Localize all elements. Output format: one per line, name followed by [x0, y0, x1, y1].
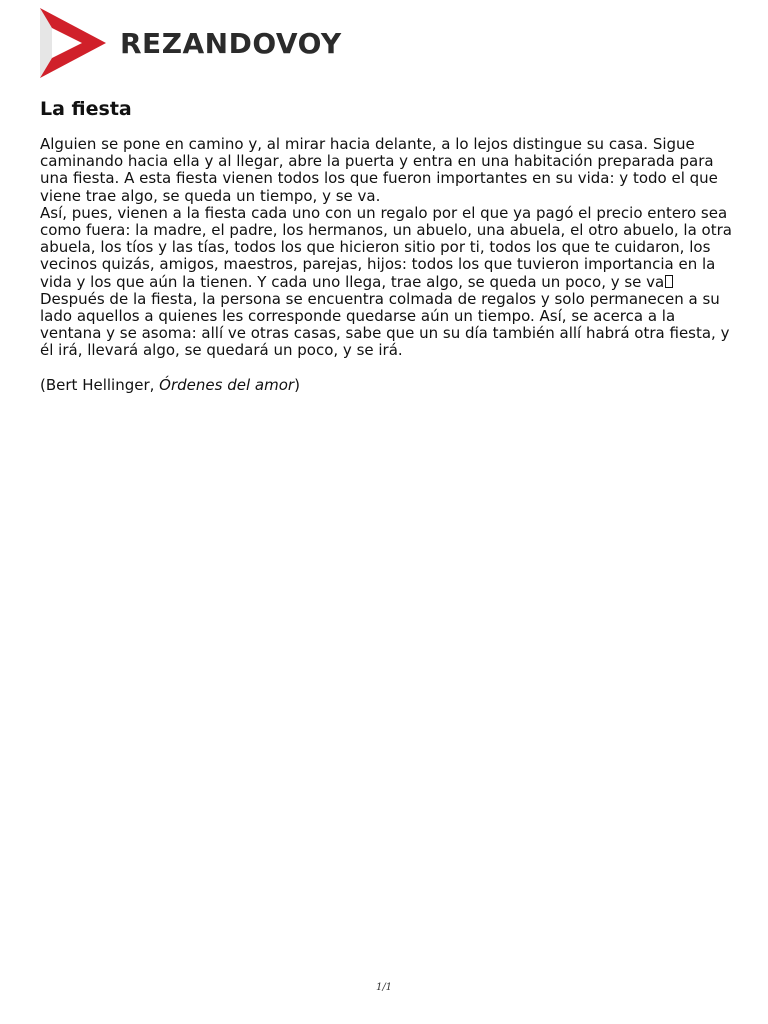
citation-prefix: (Bert Hellinger, [40, 375, 160, 394]
page-title: La fiesta [40, 98, 132, 120]
paragraph-text: Así, pues, vienen a la fiesta cada uno con un regalo por el que ya pagó el precio entero sea como fuera: la madre, el padre, los hermanos, un abuelo, una abuela, el otro abuelo, la otra abuela, los tíos y las tías, todos los que hicieron sitio por ti, todos los que te cuidaron, los vecinos quizás, amigos, maestros, parejas, hijos: todos los que tuvieron importancia en la vida y los que aún la tienen. Y cada uno llega, trae algo, se queda un poco, y se va [40, 203, 732, 291]
paragraph: Después de la fiesta, la persona se encuentra colmada de regalos y solo permanecen a su lado aquellos a quienes les corresponde quedarse aún un tiempo. Así, se acerca a la ventana y se asoma: allí ve otras casas, sabe que un su día también allí habrá otra fiesta, y él irá, llevará algo, se quedará un poco, y se irá. [40, 289, 730, 360]
citation-suffix: ) [294, 375, 300, 394]
missing-glyph-icon [665, 275, 673, 288]
citation [40, 377, 732, 394]
page-number: 1/1 [375, 982, 393, 993]
document-body [40, 136, 732, 394]
brand-name: REZANDOVOY [120, 26, 342, 60]
brand-logo [38, 6, 342, 80]
play-triangle-icon [38, 6, 108, 80]
citation-work: Órdenes del amor [159, 375, 295, 394]
paragraph [40, 205, 732, 291]
paragraph: Alguien se pone en camino y, al mirar hacia delante, a lo lejos distingue su casa. Sigue caminando hacia ella y al llegar, abre la puerta y entra en una habitación preparada para una fiesta. A esta fiesta vienen todos los que fueron importantes en su vida: y todo el que viene trae algo, se queda un tiempo, y se va. [40, 135, 718, 205]
